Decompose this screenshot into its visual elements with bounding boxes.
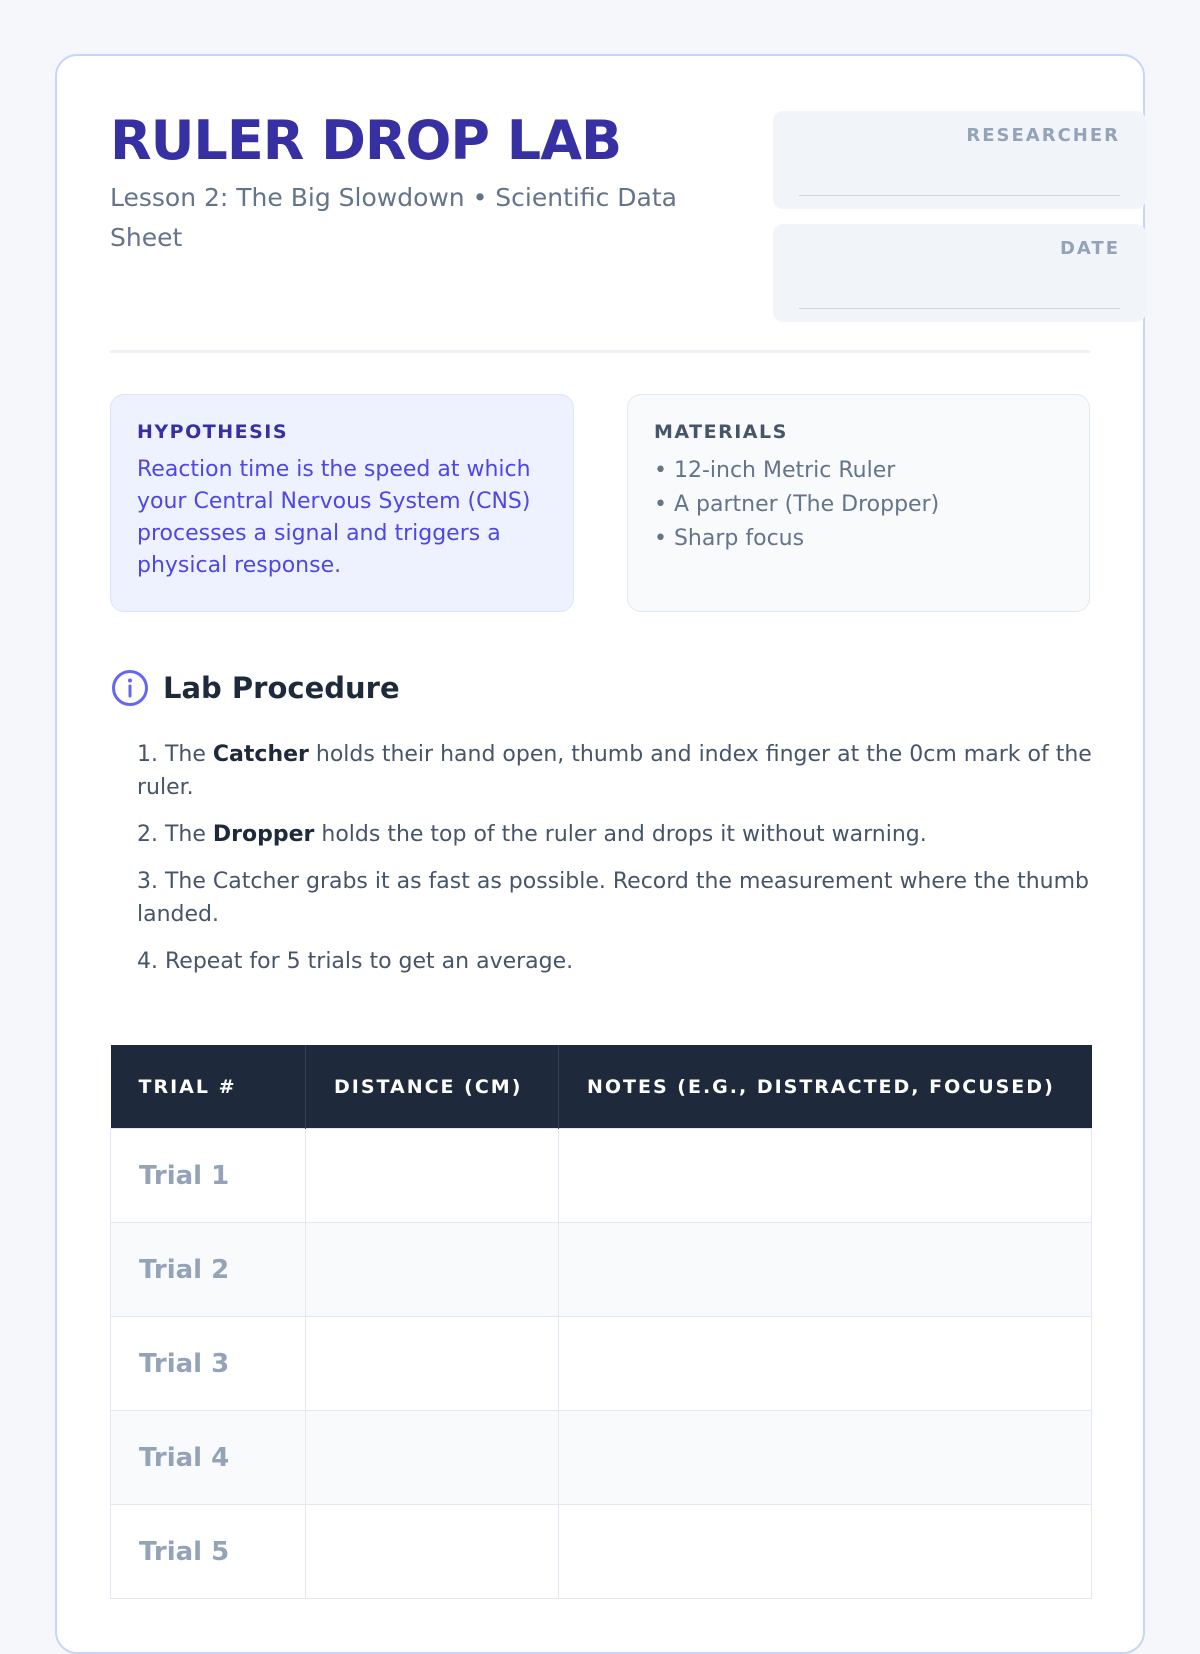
table-header-row [111,1045,1092,1129]
worksheet-header [110,54,1120,298]
materials-item: • 12-inch Metric Ruler [654,458,896,483]
page-title: RULER DROP LAB [110,109,622,172]
step-role: Dropper [212,822,315,847]
distance-cell[interactable] [306,1505,559,1599]
distance-cell[interactable] [306,1317,559,1411]
trial-label: Trial 5 [111,1505,306,1599]
step-text: holds their hand open, thumb and index finger at the 0cm mark of the ruler. [137,742,1092,800]
notes-cell[interactable] [559,1411,1092,1505]
table-row [111,1317,1092,1411]
procedure-step [137,818,1092,851]
hypothesis-panel [110,394,574,612]
date-field[interactable] [773,224,1146,322]
researcher-label: RESEARCHER [966,125,1120,146]
trial-label: Trial 1 [111,1129,306,1223]
notes-cell[interactable] [559,1317,1092,1411]
step-text: 2. The [137,822,213,847]
column-header-notes: NOTES (E.G., DISTRACTED, FOCUSED) [559,1045,1092,1129]
hypothesis-heading: HYPOTHESIS [137,421,289,443]
column-header-trial: TRIAL # [111,1045,306,1129]
procedure-steps [137,738,1092,992]
notes-cell[interactable] [559,1129,1092,1223]
trial-label: Trial 4 [111,1411,306,1505]
notes-cell[interactable] [559,1505,1092,1599]
step-text: 3. The Catcher grabs it as fast as possible. Record the measurement where the thumb landed. [137,869,1090,927]
procedure-title: Lab Procedure [163,671,400,705]
procedure-step [137,945,1092,978]
materials-list [654,454,1063,556]
step-text: holds the top of the ruler and drops it without warning. [314,822,927,847]
materials-item: • A partner (The Dropper) [654,492,940,517]
materials-heading: MATERIALS [654,421,788,443]
hypothesis-text: Reaction time is the speed at which your Central Nervous System (CNS) processes a signal and triggers a physical response. [137,457,531,578]
distance-cell[interactable] [306,1129,559,1223]
step-text: 4. Repeat for 5 trials to get an average. [137,949,574,974]
procedure-step [137,738,1092,804]
step-role: Catcher [212,742,309,767]
table-row [111,1129,1092,1223]
materials-panel [627,394,1090,612]
header-divider [110,350,1090,353]
table-row [111,1223,1092,1317]
researcher-field[interactable] [773,111,1146,209]
column-header-distance: DISTANCE (CM) [306,1045,559,1129]
step-text: 1. The [137,742,213,767]
table-row [111,1505,1092,1599]
date-label: DATE [1059,238,1120,259]
trial-data-table [110,1045,1092,1599]
procedure-heading [110,668,400,708]
materials-item: • Sharp focus [654,526,805,551]
distance-cell[interactable] [306,1411,559,1505]
notes-cell[interactable] [559,1223,1092,1317]
trial-label: Trial 2 [111,1223,306,1317]
trial-label: Trial 3 [111,1317,306,1411]
page-subtitle: Lesson 2: The Big Slowdown • Scientific Data Sheet [110,183,677,252]
distance-cell[interactable] [306,1223,559,1317]
procedure-step [137,865,1092,931]
table-row [111,1411,1092,1505]
date-underline [799,308,1120,309]
info-circle-icon [110,668,150,708]
researcher-underline [799,195,1120,196]
